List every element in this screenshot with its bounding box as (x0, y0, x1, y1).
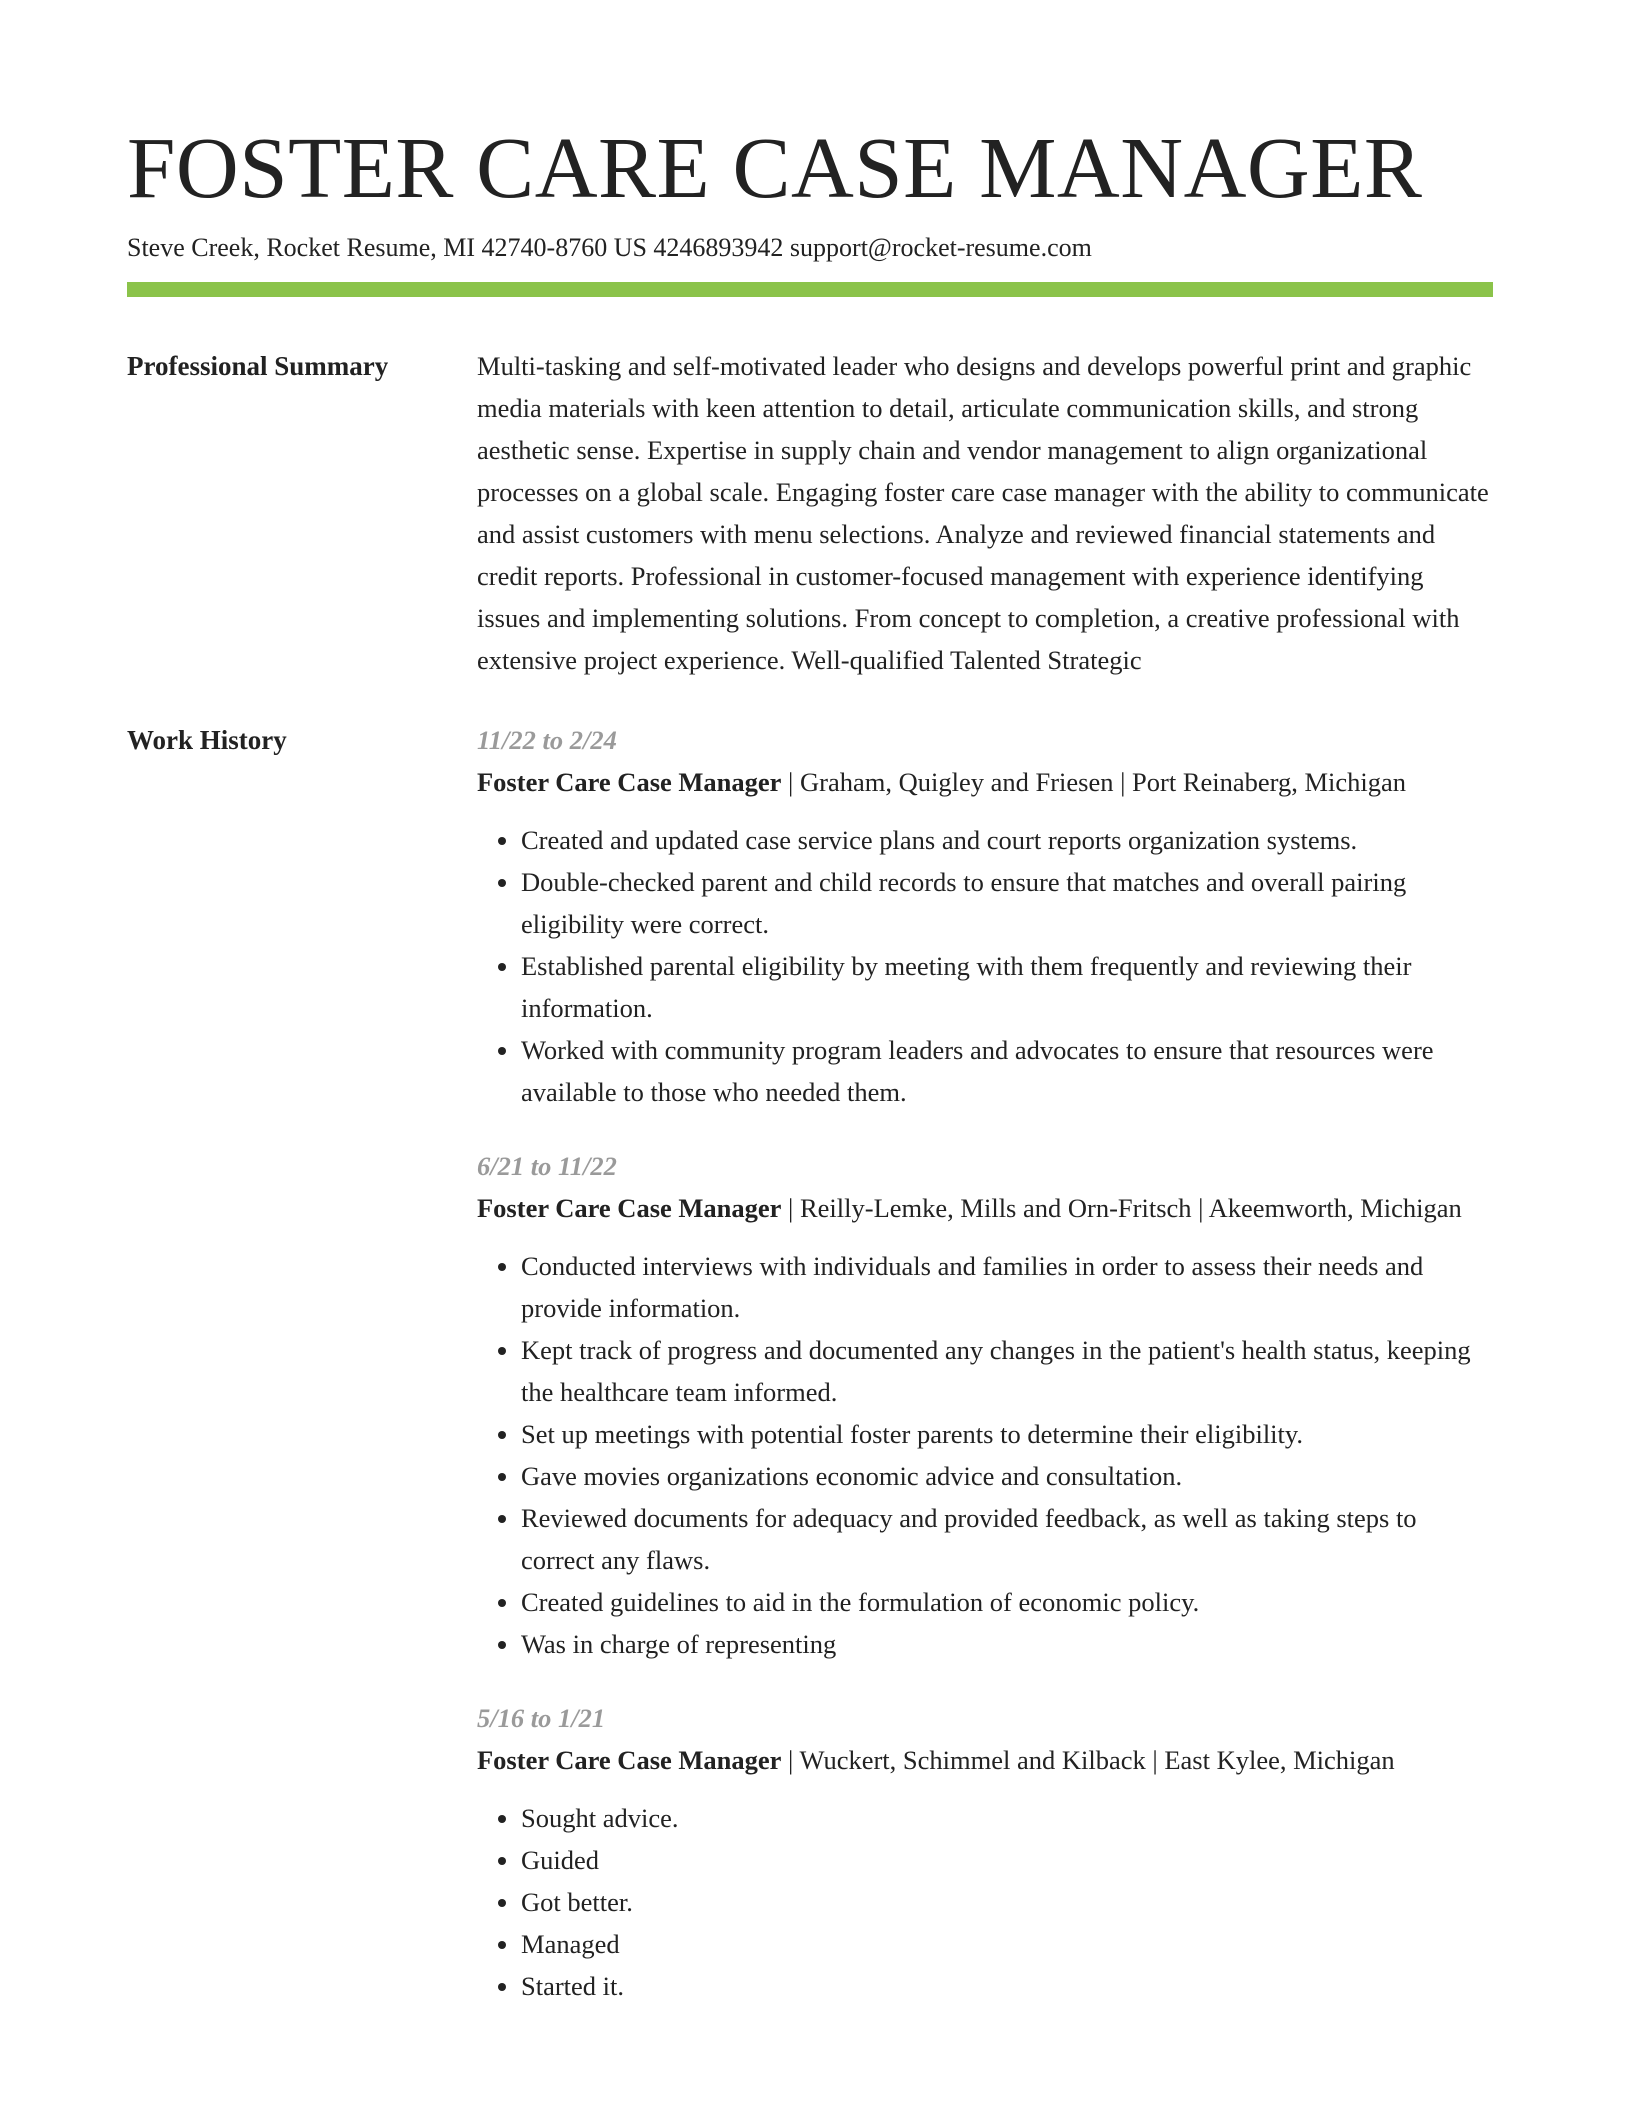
summary-text: Multi-tasking and self-motivated leader who designs and develops powerful print and graphic media materials with keen attention to detail, articulate communication skills, and strong aesthetic sense. Expertise in supply chain and vendor management to align organizational processes on a global scale. Engaging foster care case manager with the ability to communicate and assist customers with menu selections. Analyze and reviewed financial statements and credit reports. Professional in customer-focused management with experience identifying issues and implementing solutions. From concept to completion, a creative professional with extensive project experience. Well-qualified Talented Strategic (477, 351, 1489, 675)
job-employer-location: | Reilly-Lemke, Mills and Orn-Fritsch | Akeemworth, Michigan (781, 1193, 1462, 1223)
job-heading (477, 1187, 1493, 1229)
contact-info: Steve Creek, Rocket Resume, MI 42740-8760 US 4246893942 support@rocket-resume.com (127, 233, 1092, 262)
job-duty-item: • Set up meetings with potential foster parents to determine their eligibility. (521, 1413, 1493, 1455)
job-heading (477, 761, 1493, 803)
job-duty-item: • Was in charge of representing (521, 1623, 1493, 1665)
job-duty-item: • Got better. (521, 1881, 1493, 1923)
job-title: Foster Care Case Manager (477, 767, 782, 797)
resume-page (127, 118, 1493, 2007)
job-list (477, 719, 1493, 2007)
job-duty-item: • Conducted interviews with individuals and families in order to assess their needs and provide information. (521, 1245, 1493, 1329)
job-entry (477, 1145, 1493, 1665)
job-entry (477, 719, 1493, 1113)
professional-summary-section (127, 345, 1493, 681)
job-title: Foster Care Case Manager (477, 1745, 782, 1775)
job-duty-item: • Kept track of progress and documented any changes in the patient's health status, keeping the healthcare team informed. (521, 1329, 1493, 1413)
job-employer-location: | Wuckert, Schimmel and Kilback | East Kylee, Michigan (781, 1745, 1395, 1775)
job-duty-item: • Created and updated case service plans and court reports organization systems. (521, 819, 1493, 861)
job-duty-item: • Guided (521, 1839, 1493, 1881)
job-duty-item: • Reviewed documents for adequacy and provided feedback, as well as taking steps to correct any flaws. (521, 1497, 1493, 1581)
job-entry (477, 1697, 1493, 2007)
job-duties (477, 1245, 1493, 1665)
section-label-summary: Professional Summary (127, 351, 389, 381)
job-title: Foster Care Case Manager (477, 1193, 782, 1223)
job-employer-location: | Graham, Quigley and Friesen | Port Reinaberg, Michigan (781, 767, 1407, 797)
job-duties (477, 1797, 1493, 2007)
job-duty-item: • Sought advice. (521, 1797, 1493, 1839)
job-duty-item: • Managed (521, 1923, 1493, 1965)
work-history-section (127, 719, 1493, 2007)
job-dates: 11/22 to 2/24 (477, 725, 617, 755)
job-duty-item: • Established parental eligibility by meeting with them frequently and reviewing their information. (521, 945, 1493, 1029)
job-duty-item: • Double-checked parent and child records to ensure that matches and overall pairing eligibility were correct. (521, 861, 1493, 945)
job-duty-item: • Worked with community program leaders and advocates to ensure that resources were available to those who needed them. (521, 1029, 1493, 1113)
job-duty-item: • Gave movies organizations economic advice and consultation. (521, 1455, 1493, 1497)
job-dates: 5/16 to 1/21 (477, 1703, 606, 1733)
job-dates: 6/21 to 11/22 (477, 1151, 617, 1181)
job-heading (477, 1739, 1493, 1781)
job-duty-item: • Started it. (521, 1965, 1493, 2007)
section-label-work-history: Work History (127, 725, 287, 755)
resume-title: FOSTER CARE CASE MANAGER (127, 119, 1423, 216)
job-duties (477, 819, 1493, 1113)
header-divider (127, 282, 1493, 297)
job-duty-item: • Created guidelines to aid in the formulation of economic policy. (521, 1581, 1493, 1623)
